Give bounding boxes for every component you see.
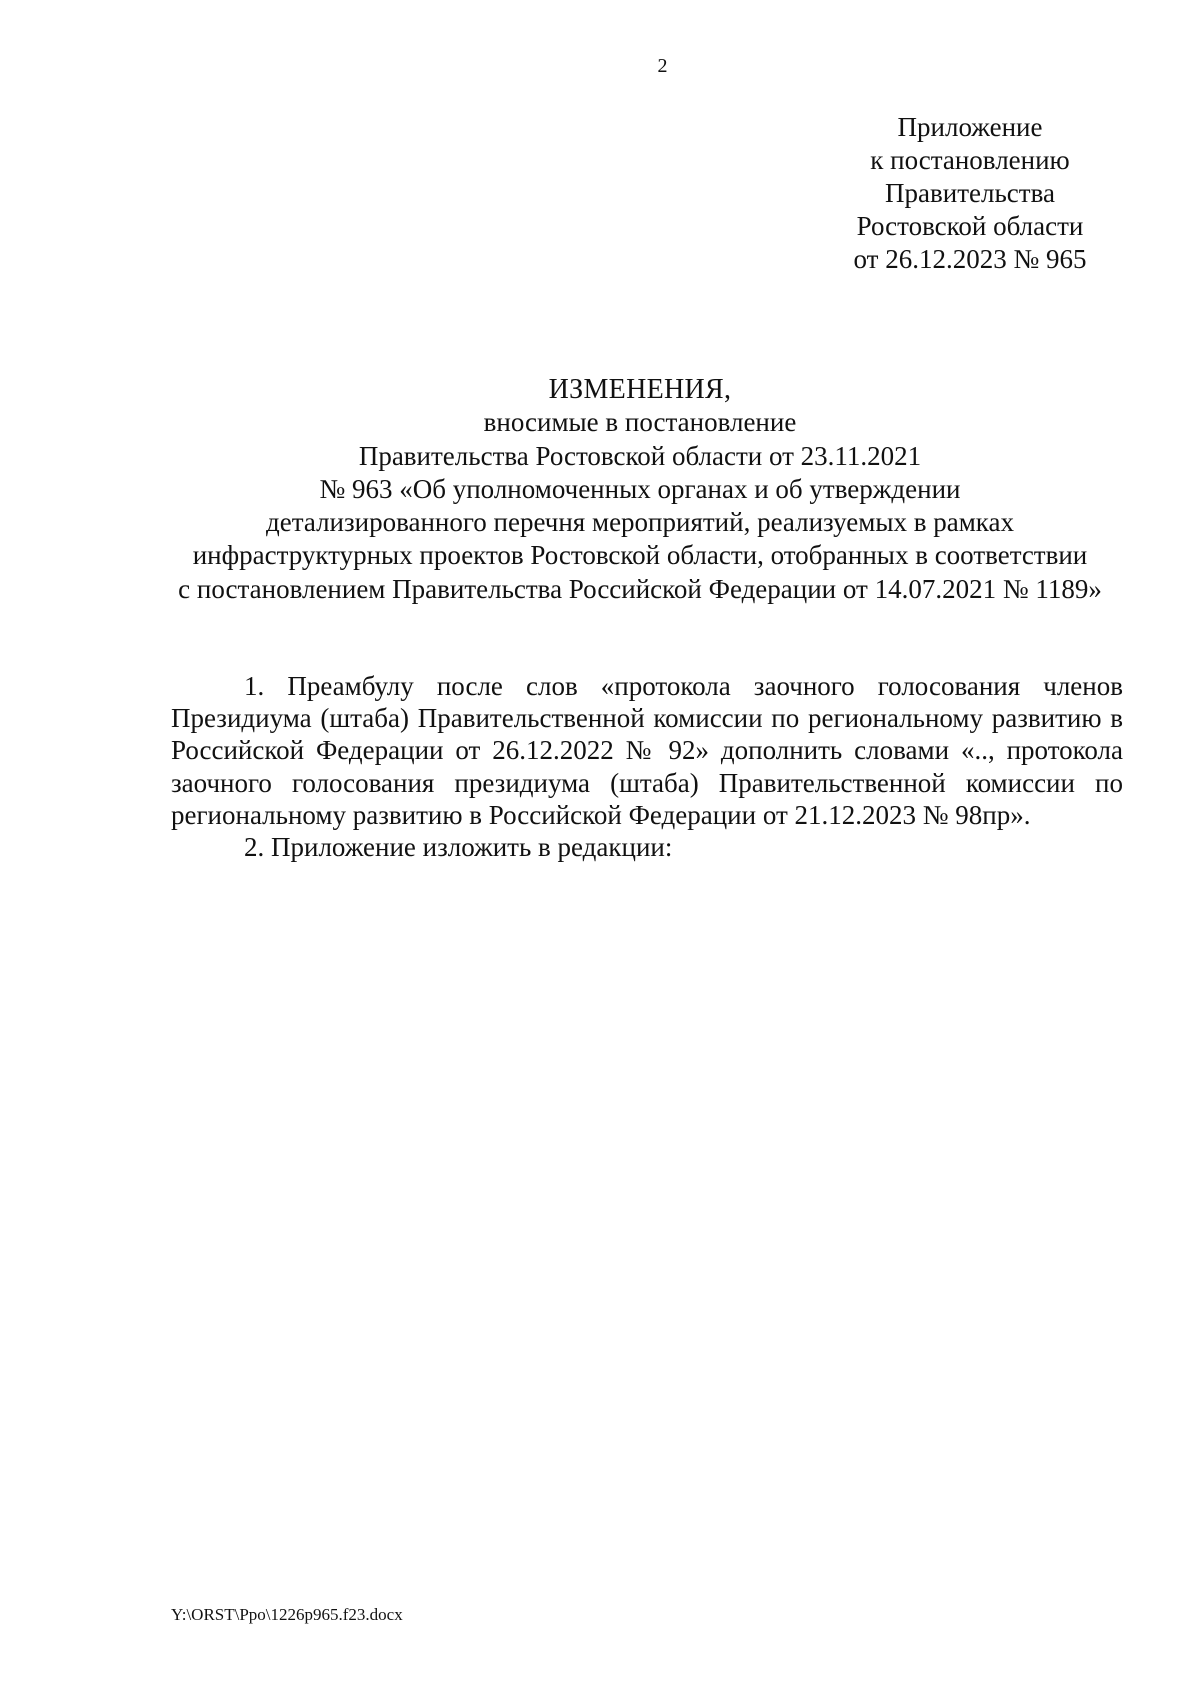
body-paragraph: 1. Преамбулу после слов «протокола заочного голосования членов Президиума (штаба) Правительственной комиссии по региональному развитию в Российской Федерации от 26.12.2022 № 92» дополнить словами «.., протокола заочного голосования президиума (штаба) Правительственной комиссии по региональному развитию в Российской Федерации от 21.12.2023 № 98пр».: [171, 671, 1123, 830]
appendix-line: от 26.12.2023 № 965: [853, 244, 1087, 274]
heading-line: инфраструктурных проектов Ростовской области, отобранных в соответствии: [192, 540, 1088, 571]
heading-line: с постановлением Правительства Российской Федерации от 14.07.2021 № 1189»: [178, 573, 1102, 604]
appendix-reference: [820, 111, 1120, 276]
footer-file-path: Y:\ORST\Ppo\1226p965.f23.docx: [171, 1605, 403, 1624]
document-heading: [150, 373, 1130, 606]
heading-line: вносимые в постановление: [483, 407, 797, 438]
appendix-line: Приложение: [897, 112, 1043, 142]
document-body: [171, 670, 1123, 863]
heading-line: Правительства Ростовской области от 23.11.2021: [358, 440, 922, 471]
body-paragraph: 2. Приложение изложить в редакции:: [244, 832, 673, 863]
appendix-line: Ростовской области: [856, 211, 1084, 241]
appendix-line: Правительства: [885, 178, 1055, 208]
heading-line: детализированного перечня мероприятий, реализуемых в рамках: [266, 507, 1014, 538]
heading-title: ИЗМЕНЕНИЯ,: [548, 374, 732, 405]
page-number: 2: [657, 55, 668, 77]
heading-line: № 963 «Об уполномоченных органах и об утверждении: [319, 473, 961, 504]
appendix-line: к постановлению: [870, 145, 1070, 175]
